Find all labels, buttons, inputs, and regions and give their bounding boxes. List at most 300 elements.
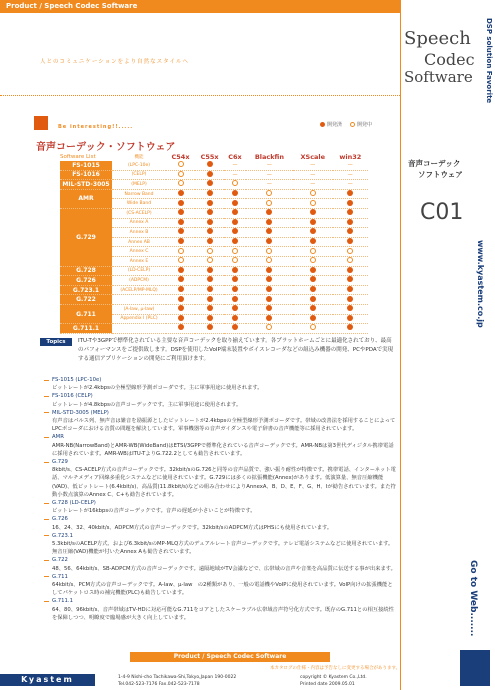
support-cell	[195, 237, 224, 247]
filled-circle-icon	[347, 305, 353, 311]
open-circle-icon	[266, 324, 272, 330]
table-row	[60, 304, 368, 314]
support-cell	[246, 314, 293, 324]
support-cell	[333, 266, 368, 276]
support-cell	[246, 237, 293, 247]
filled-circle-icon	[347, 267, 353, 273]
support-cell	[224, 304, 246, 314]
filled-circle-icon	[207, 190, 213, 196]
support-cell	[333, 228, 368, 238]
support-cell	[246, 324, 293, 334]
support-cell	[293, 180, 333, 190]
support-cell	[293, 314, 333, 324]
support-cell	[246, 199, 293, 209]
filled-circle-icon	[266, 315, 272, 321]
filled-circle-icon	[310, 276, 316, 282]
support-cell	[166, 314, 195, 324]
dsp-solution-label: DSP solution Favorite	[485, 18, 493, 104]
filled-circle-icon	[207, 238, 213, 244]
support-cell	[195, 247, 224, 257]
filled-circle-icon	[207, 228, 213, 234]
filled-circle-icon	[207, 276, 213, 282]
support-cell	[293, 266, 333, 276]
copyright-line-1: copyright © Kyastem Co.,Ltd.	[300, 675, 367, 680]
product-name: FS-1015	[60, 161, 112, 170]
dash-icon: —	[310, 162, 316, 169]
support-cell	[195, 266, 224, 276]
filled-circle-icon	[207, 209, 213, 215]
open-circle-icon	[178, 257, 184, 263]
filled-circle-icon	[178, 286, 184, 292]
filled-circle-icon	[310, 209, 316, 215]
support-cell	[166, 285, 195, 295]
dash-icon: —	[347, 162, 353, 169]
support-cell	[246, 266, 293, 276]
support-cell	[333, 304, 368, 314]
section-title	[408, 158, 463, 180]
support-cell	[166, 199, 195, 209]
filled-circle-icon	[266, 209, 272, 215]
open-circle-icon	[232, 248, 238, 254]
filled-circle-icon	[347, 286, 353, 292]
support-cell	[224, 161, 246, 170]
col-header: C55x	[200, 152, 219, 161]
open-circle-icon	[178, 161, 184, 167]
support-cell	[246, 247, 293, 257]
support-cell	[293, 170, 333, 180]
support-cell	[293, 237, 333, 247]
feature-name: (LPC-10e)	[112, 161, 166, 170]
feature-name: (ADPCM)	[112, 276, 166, 286]
dash-icon: —	[347, 171, 353, 178]
support-cell	[293, 285, 333, 295]
filled-circle-icon	[310, 315, 316, 321]
open-circle-icon	[310, 324, 316, 330]
dash-icon: —	[232, 162, 238, 169]
filled-circle-icon	[266, 286, 272, 292]
table-row	[60, 161, 368, 170]
software-matrix	[60, 152, 368, 334]
codec-description: 16、24、32、40kbit/s、ADPCM方式の音声コーデックです。32kbit/sのADPCM方式はPHSにも使用されています。	[52, 524, 333, 531]
open-circle-icon	[310, 190, 316, 196]
support-cell	[333, 324, 368, 334]
tagline: 人とのコミュニケーションをより自然なスタイルへ	[40, 59, 190, 65]
codec-description: 48、56、64kbit/s、SB-ADPCM方式の音声コーデックです。遠隔地域がTV会議などで、広帯域の音声や音楽を高品質に伝送する事が出来ます。	[52, 565, 396, 572]
filled-circle-icon	[310, 267, 316, 273]
support-cell	[246, 189, 293, 199]
codec-descriptions	[44, 376, 396, 622]
support-cell	[224, 266, 246, 276]
col-header: XScale	[300, 152, 326, 161]
filled-circle-icon	[178, 190, 184, 196]
filled-circle-icon	[347, 296, 353, 302]
filled-circle-icon	[178, 267, 184, 273]
support-cell	[293, 256, 333, 266]
support-cell	[195, 295, 224, 305]
filled-circle-icon	[232, 228, 238, 234]
filled-circle-icon	[207, 161, 213, 167]
open-circle-icon	[310, 200, 316, 206]
codec-heading: G.711	[44, 573, 396, 581]
feature-header: 機能	[134, 154, 144, 160]
interesting-label: Be interesting!!.....	[58, 124, 134, 130]
feature-name	[112, 324, 166, 334]
support-cell	[195, 199, 224, 209]
support-cell	[166, 161, 195, 170]
dash-icon: —	[266, 171, 272, 178]
support-cell	[333, 170, 368, 180]
support-cell	[224, 276, 246, 286]
support-cell	[166, 170, 195, 180]
support-cell	[333, 256, 368, 266]
support-cell	[166, 276, 195, 286]
support-cell	[333, 161, 368, 170]
support-cell	[224, 237, 246, 247]
table-row	[60, 324, 368, 334]
feature-name: Annex A	[112, 218, 166, 228]
support-cell	[224, 314, 246, 324]
support-cell	[293, 199, 333, 209]
support-cell	[166, 324, 195, 334]
filled-circle-icon	[178, 276, 184, 282]
dash-icon: —	[347, 181, 353, 188]
section-title-line-2: ソフトウェア	[418, 170, 463, 179]
filled-circle-icon	[178, 296, 184, 302]
filled-circle-icon	[178, 305, 184, 311]
support-cell	[224, 256, 246, 266]
support-cell	[293, 247, 333, 257]
support-cell	[224, 295, 246, 305]
dash-icon: —	[266, 162, 272, 169]
filled-circle-icon	[232, 267, 238, 273]
support-cell	[246, 218, 293, 228]
product-name: G.723.1	[60, 285, 112, 295]
support-cell	[333, 208, 368, 218]
open-circle-icon	[347, 248, 353, 254]
filled-circle-icon	[266, 219, 272, 225]
codec-heading: AMR	[44, 433, 396, 441]
filled-circle-icon	[310, 219, 316, 225]
filled-circle-icon	[207, 305, 213, 311]
open-circle-icon	[266, 200, 272, 206]
filled-circle-icon	[232, 296, 238, 302]
support-cell	[195, 276, 224, 286]
product-name: FS-1016	[60, 170, 112, 180]
support-cell	[166, 228, 195, 238]
table-row	[60, 189, 368, 199]
filled-circle-icon	[232, 190, 238, 196]
support-cell	[333, 295, 368, 305]
address-line-1: 1-4-9 Nishi-cho Tachikawa-Shi,Tokyo,Japan 190-0022	[118, 675, 237, 680]
support-cell	[333, 180, 368, 190]
filled-circle-icon	[310, 238, 316, 244]
support-cell	[246, 161, 293, 170]
product-name: G.729	[60, 208, 112, 266]
filled-circle-icon	[266, 228, 272, 234]
codec-heading: G.722	[44, 556, 396, 564]
filled-circle-icon	[178, 209, 184, 215]
feature-name: Annex AB	[112, 237, 166, 247]
product-name: G.726	[60, 276, 112, 286]
page-title: 音声コーデック・ソフトウェア	[36, 142, 176, 153]
filled-circle-icon	[207, 296, 213, 302]
filled-circle-icon	[178, 228, 184, 234]
copyright-line-2: Printed date 2009.05.01	[300, 682, 355, 687]
support-cell	[195, 314, 224, 324]
support-cell	[293, 228, 333, 238]
open-circle-icon	[266, 248, 272, 254]
table-row	[60, 295, 368, 305]
filled-circle-icon	[232, 324, 238, 330]
filled-circle-icon	[347, 276, 353, 282]
support-cell	[195, 256, 224, 266]
support-cell	[246, 256, 293, 266]
logo-line-2: Codec	[424, 50, 475, 69]
software-list-label: Software List	[60, 153, 96, 160]
feature-name: Annex B	[112, 228, 166, 238]
feature-name: Annex E	[112, 256, 166, 266]
support-cell	[166, 256, 195, 266]
codec-heading: FS-1016 (CELP)	[44, 392, 396, 400]
support-cell	[246, 228, 293, 238]
support-cell	[195, 180, 224, 190]
support-cell	[224, 285, 246, 295]
product-name: MIL-STD-3005	[60, 180, 112, 190]
support-cell	[293, 218, 333, 228]
top-bar: Product / Speech Codec Software	[0, 0, 400, 13]
filled-circle-icon	[347, 315, 353, 321]
filled-circle-icon	[207, 267, 213, 273]
table-row	[60, 285, 368, 295]
support-cell	[333, 237, 368, 247]
open-circle-icon	[178, 248, 184, 254]
feature-name: (CELP)	[112, 170, 166, 180]
filled-circle-icon	[266, 276, 272, 282]
codec-heading: G.723.1	[44, 532, 396, 540]
footnote: 本カタログの仕様・内容は予告なしに変更する場合があります。	[270, 666, 401, 671]
filled-circle-icon	[178, 200, 184, 206]
feature-name: (LD-CELP)	[112, 266, 166, 276]
logo-line-1: Speech	[404, 28, 471, 49]
filled-circle-icon	[320, 122, 325, 127]
company-logo: Kyastem	[0, 674, 95, 686]
open-circle-icon	[207, 257, 213, 263]
support-cell	[166, 295, 195, 305]
support-cell	[166, 247, 195, 257]
codec-description: AMR-NB(NarrowBand)とAMR-WB(WideBand)はETSI/3GPPで標準化されている音声コーデックです。AMR-NBは第3世代ディジタル携帯電話に採用されています。AMR-WBはITU-TよりG.722.2としても勧告されています。	[52, 442, 394, 457]
support-cell	[293, 208, 333, 218]
codec-description: 8kbit/s、CS-ACELP方式の音声コーデックです。32kbit/sのG.726と同等の音声品質で、強い振り耐性が特徴です。携帯電話、インターネット電話、マルチメディア回線多重化システムなどに使用されています。G.729には多くの拡張機能(Annex)があります。低演算量、無音圧縮機能(VAD)、低ビットレート(6.4kbit/s)、高品質(11.8kbit/s)などの組み合わせによりAnnexA、B、D、E、F、G、H、Iが勧告されています。また符動小数点演算のAnnex C、C+も勧告されています。	[52, 467, 396, 498]
feature-name: (CS-ACELP)	[112, 208, 166, 218]
support-cell	[333, 314, 368, 324]
codec-heading: MIL-STD-3005 (MELP)	[44, 409, 396, 417]
col-header: win32	[339, 152, 362, 161]
filled-circle-icon	[266, 238, 272, 244]
filled-circle-icon	[266, 296, 272, 302]
filled-circle-icon	[232, 286, 238, 292]
codec-heading: G.728 (LD-CELP)	[44, 499, 396, 507]
codec-description: 5.3kbit/sのACELP方式、および6.3kbit/sのMP-MLQ方式のデュアルレート音声コーデックです。テレビ電話システムなどに使用されています。無音圧縮(VAD)機能が付いたAnnex Aも勧告されています。	[52, 541, 394, 556]
support-cell	[195, 161, 224, 170]
support-cell	[333, 276, 368, 286]
filled-circle-icon	[347, 238, 353, 244]
feature-name: Annex C	[112, 247, 166, 257]
open-circle-icon	[232, 257, 238, 263]
filled-circle-icon	[232, 315, 238, 321]
filled-circle-icon	[178, 315, 184, 321]
feature-name: (A-law, μ-law)	[112, 304, 166, 314]
support-cell	[166, 218, 195, 228]
filled-circle-icon	[232, 200, 238, 206]
support-cell	[195, 228, 224, 238]
support-cell	[224, 324, 246, 334]
table-row	[60, 170, 368, 180]
open-circle-icon	[207, 248, 213, 254]
support-cell	[166, 237, 195, 247]
dash-icon: —	[232, 171, 238, 178]
codec-heading: G.726	[44, 515, 396, 523]
dotted-divider	[0, 95, 400, 96]
support-cell	[246, 304, 293, 314]
filled-circle-icon	[232, 238, 238, 244]
open-circle-icon	[266, 257, 272, 263]
logo-line-3: Software	[404, 68, 473, 86]
filled-circle-icon	[310, 286, 316, 292]
support-cell	[166, 180, 195, 190]
support-cell	[195, 189, 224, 199]
filled-circle-icon	[207, 324, 213, 330]
legend-developing: 開発中	[350, 121, 372, 128]
product-name: G.728	[60, 266, 112, 276]
codec-heading: G.711.1	[44, 597, 396, 605]
codec-description: ビットレートが4.8kbpsの音声コーデックです。主に軍事用途に使用されます。	[52, 401, 242, 408]
section-title-line-1: 音声コーデック	[408, 159, 461, 168]
support-cell	[293, 276, 333, 286]
address	[118, 674, 236, 688]
support-cell	[246, 276, 293, 286]
support-cell	[166, 189, 195, 199]
support-cell	[166, 208, 195, 218]
support-cell	[333, 247, 368, 257]
support-cell	[224, 228, 246, 238]
filled-circle-icon	[266, 305, 272, 311]
filled-circle-icon	[347, 190, 353, 196]
support-cell	[195, 304, 224, 314]
filled-circle-icon	[310, 305, 316, 311]
support-cell	[293, 189, 333, 199]
support-cell	[293, 295, 333, 305]
codec-description: 64、80、96kbit/s、音声帯域はTV-HDに対応可能なG.711をコアとしたスケーラブル広帯域音声符号化方式です。既存のG.711との相互接続性を保障しつつ、明瞭度で臨場感が大きく向上しています。	[52, 606, 394, 621]
filled-circle-icon	[347, 324, 353, 330]
support-cell	[246, 295, 293, 305]
open-circle-icon	[178, 180, 184, 186]
filled-circle-icon	[178, 219, 184, 225]
col-header: C6x	[228, 152, 242, 161]
filled-circle-icon	[207, 315, 213, 321]
address-line-2: Tel.042-523-7176 Fax.042-523-7178	[118, 682, 200, 687]
support-cell	[224, 189, 246, 199]
support-cell	[195, 208, 224, 218]
product-code: C01	[420, 200, 464, 225]
codec-description: ビットレートが2.4kbpsの全極型線形予測ボコーダです。主に軍事用途に使用されます。	[52, 385, 263, 392]
feature-name: Wide Band	[112, 199, 166, 209]
support-cell	[293, 304, 333, 314]
feature-name: Narrow Band	[112, 189, 166, 199]
codec-description: 有声音はパルス列、無声音は雑音を励振源としたビットレートが2.4kbpsの全極型線形予測ボコーダです。帯域の改善法を採用することによってLPCボコーダにおける音質の問題を解決しています。軍事機器等の音声ガイダンスや電子辞書の音声機能等に採用されています。	[52, 418, 396, 433]
legend	[320, 121, 372, 128]
support-cell	[195, 170, 224, 180]
dash-icon: —	[266, 181, 272, 188]
support-cell	[333, 285, 368, 295]
dash-icon: —	[310, 181, 316, 188]
product-logo	[400, 0, 495, 118]
open-circle-icon	[350, 122, 355, 127]
col-header: Blackfin	[254, 152, 285, 161]
filled-circle-icon	[347, 200, 353, 206]
support-cell	[224, 199, 246, 209]
filled-circle-icon	[178, 238, 184, 244]
open-circle-icon	[232, 180, 238, 186]
table-row	[60, 208, 368, 218]
support-cell	[333, 199, 368, 209]
filled-circle-icon	[232, 209, 238, 215]
filled-circle-icon	[310, 228, 316, 234]
col-header: C54x	[171, 152, 190, 161]
filled-circle-icon	[207, 171, 213, 177]
filled-circle-icon	[347, 219, 353, 225]
product-name: G.711	[60, 304, 112, 323]
open-circle-icon	[178, 171, 184, 177]
support-cell	[333, 218, 368, 228]
support-cell	[195, 218, 224, 228]
website-url[interactable]: www.kyastem.co.jp	[476, 240, 485, 328]
kyastem-emblem-icon	[460, 650, 490, 686]
support-cell	[246, 170, 293, 180]
product-name: G.722	[60, 295, 112, 305]
support-cell	[224, 170, 246, 180]
support-cell	[166, 304, 195, 314]
support-cell	[224, 180, 246, 190]
filled-circle-icon	[207, 219, 213, 225]
dash-icon: —	[310, 171, 316, 178]
support-cell	[224, 247, 246, 257]
footer-band: Product / Speech Codec Software	[130, 652, 330, 662]
filled-circle-icon	[232, 219, 238, 225]
support-cell	[195, 324, 224, 334]
open-circle-icon	[266, 190, 272, 196]
topics-badge: Topics	[40, 338, 72, 346]
support-cell	[246, 208, 293, 218]
feature-name: (ACELP/MP-MLQ)	[112, 285, 166, 295]
filled-circle-icon	[232, 276, 238, 282]
support-cell	[293, 324, 333, 334]
support-cell	[246, 180, 293, 190]
product-name: AMR	[60, 189, 112, 208]
support-cell	[224, 218, 246, 228]
support-cell	[333, 189, 368, 199]
filled-circle-icon	[347, 209, 353, 215]
support-cell	[195, 285, 224, 295]
go-to-web-link[interactable]: Go to Web.......	[468, 560, 478, 637]
table-row	[60, 266, 368, 276]
open-circle-icon	[310, 248, 316, 254]
filled-circle-icon	[207, 180, 213, 186]
filled-circle-icon	[310, 296, 316, 302]
codec-description: 64kbit/s、PCM方式の音声コーデックです。A-law、μ-law の2種類があり、一般の電話機やVoIPに使用されています。VoIP向けの拡張機能としてパケットロス時の補完機能(PLC)も勧告しています。	[52, 582, 393, 597]
codec-description: ビットレートが16kbpsの音声コーデックです。音声の遅延が小さいことが特徴です。	[52, 508, 256, 515]
open-circle-icon	[347, 257, 353, 263]
codec-heading: G.729	[44, 458, 396, 466]
